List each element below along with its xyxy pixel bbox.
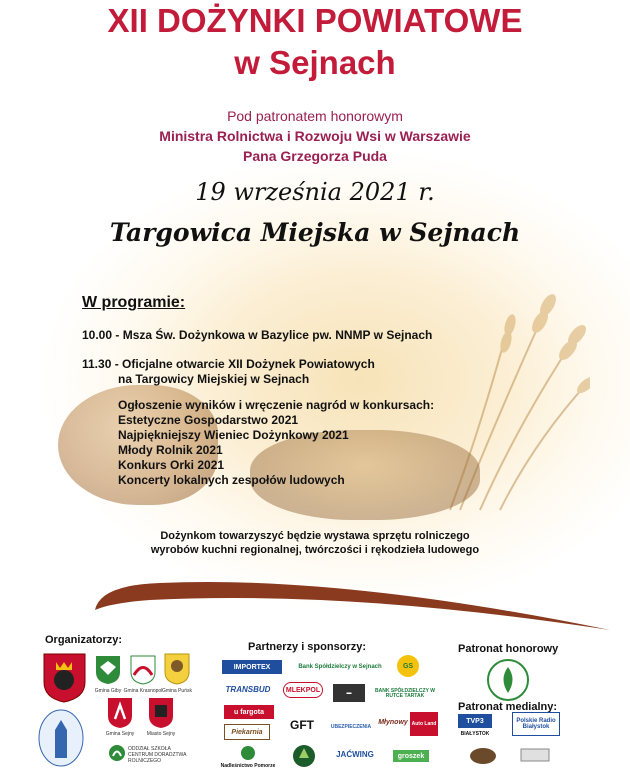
sponsor-gs-logo: GS bbox=[397, 655, 419, 677]
sponsor-gft-logo: GFT bbox=[290, 718, 314, 732]
sponsor-mlekpol-logo: MLEKPOL bbox=[283, 682, 323, 698]
odr-logo-icon bbox=[108, 744, 126, 762]
partners-label: Partnerzy i sponsorzy: bbox=[248, 641, 366, 653]
miasto-sejny-caption: Miasto Sejny bbox=[146, 731, 176, 737]
award-item: Estetyczne Gospodarstwo 2021 bbox=[118, 413, 299, 427]
odr-caption: ODDZIAŁ SZKOŁA CENTRUM DORADZTWA ROLNICZEGO bbox=[128, 746, 187, 764]
program-heading-text: W programie bbox=[82, 294, 180, 311]
forest-emblem-icon bbox=[292, 744, 316, 768]
honor-patronage-label: Patronat honorowy bbox=[458, 643, 559, 655]
sponsor-importex-logo: IMPORTEX bbox=[222, 660, 282, 674]
gmina-punsk-crest-icon bbox=[164, 653, 190, 685]
program-item-opening: 11.30 - Oficjalne otwarcie XII Dożynek Powiatowych bbox=[82, 357, 375, 371]
sponsor-jacwing-logo: JAĆWING bbox=[336, 750, 374, 759]
program-item-mass: 10.00 - Msza Św. Dożynkowa w Bazylice pw. NNMP w Sejnach bbox=[82, 328, 433, 342]
main-title: XII DOŻYNKI POWIATOWE bbox=[107, 2, 523, 39]
gmina-punsk-caption: Gmina Puńsk bbox=[161, 688, 192, 694]
media-patronage-label: Patronat medialny: bbox=[458, 701, 558, 713]
media-portal-icon bbox=[520, 746, 550, 764]
church-emblem-icon bbox=[37, 708, 85, 768]
event-venue: Targowica Miejska w Sejnach bbox=[109, 218, 521, 247]
patronage-intro: Pod patronatem honorowym bbox=[227, 108, 403, 124]
patronage-person: Pana Grzegorza Puda bbox=[243, 148, 387, 164]
sponsor-bus-logo: ▬ bbox=[333, 684, 365, 702]
gmina-krasnopol-caption: Gmina Krasnopol bbox=[123, 688, 163, 694]
decorative-swoosh bbox=[90, 555, 610, 635]
powiat-crest-icon bbox=[42, 652, 87, 704]
award-item: Najpiękniejszy Wieniec Dożynkowy 2021 bbox=[118, 428, 349, 442]
awards-intro: Ogłoszenie wyników i wręczenie nagród w konkursach: bbox=[118, 398, 435, 412]
miasto-sejny-crest-icon bbox=[148, 697, 174, 729]
patronage-ministry: Ministra Rolnictwa i Rozwoju Wsi w Warszawie bbox=[159, 128, 471, 144]
sponsor-mlynowy-logo: Młynowy bbox=[378, 718, 408, 726]
exhibition-line1: Dożynkom towarzyszyć będzie wystawa sprzętu rolniczego bbox=[160, 530, 470, 542]
award-item: Koncerty lokalnych zespołów ludowych bbox=[118, 473, 345, 487]
main-title-location: w Sejnach bbox=[234, 44, 396, 81]
award-item: Młody Rolnik 2021 bbox=[118, 443, 223, 457]
gmina-giby-crest-icon bbox=[95, 655, 121, 685]
nadlesnictwo-emblem-icon bbox=[240, 745, 256, 761]
sponsor-nadlesnictwo-caption: Nadleśnictwo Pomorze bbox=[220, 762, 276, 769]
ministry-emblem-icon bbox=[487, 659, 529, 701]
award-item: Konkurs Orki 2021 bbox=[118, 458, 225, 472]
sponsor-transbud-logo: TRANSBUD bbox=[225, 685, 271, 694]
media-radio-logo: Polskie Radio Białystok bbox=[512, 712, 560, 736]
sponsor-groszek-logo: groszek bbox=[393, 750, 429, 762]
sponsor-insurance-logo: UBEZPIECZENIA bbox=[330, 723, 372, 730]
sponsor-piekarnia-logo: Piekarnia bbox=[224, 724, 270, 740]
sponsor-bank-sejny-logo: Bank Spółdzielczy w Sejnach bbox=[298, 664, 382, 670]
exhibition-line2: wyrobów kuchni regionalnej, twórczości i rękodzieła ludowego bbox=[150, 544, 480, 556]
program-heading-colon: : bbox=[179, 294, 186, 311]
gmina-sejny-caption: Gmina Sejny bbox=[105, 731, 135, 737]
program-item-opening-location: na Targowicy Miejskiej w Sejnach bbox=[118, 372, 310, 386]
event-date: 19 września 2021 r. bbox=[195, 178, 435, 206]
media-tvp3-caption: BIAŁYSTOK bbox=[460, 730, 490, 737]
gmina-sejny-crest-icon bbox=[107, 697, 133, 729]
gmina-giby-caption: Gmina Giby bbox=[94, 688, 122, 694]
sponsor-bank-rutka-logo: BANK SPÓŁDZIELCZY W RUTCE TARTAK bbox=[375, 688, 435, 699]
sponsor-autoland-logo: Auto Land bbox=[410, 712, 438, 736]
program-heading bbox=[82, 294, 185, 312]
sponsor-fargota-logo: u fargota bbox=[224, 705, 274, 719]
bison-icon bbox=[468, 744, 498, 766]
gmina-krasnopol-crest-icon bbox=[130, 655, 156, 685]
media-tvp3-logo: TVP3 bbox=[458, 714, 492, 728]
organizers-label: Organizatorzy: bbox=[45, 634, 123, 646]
